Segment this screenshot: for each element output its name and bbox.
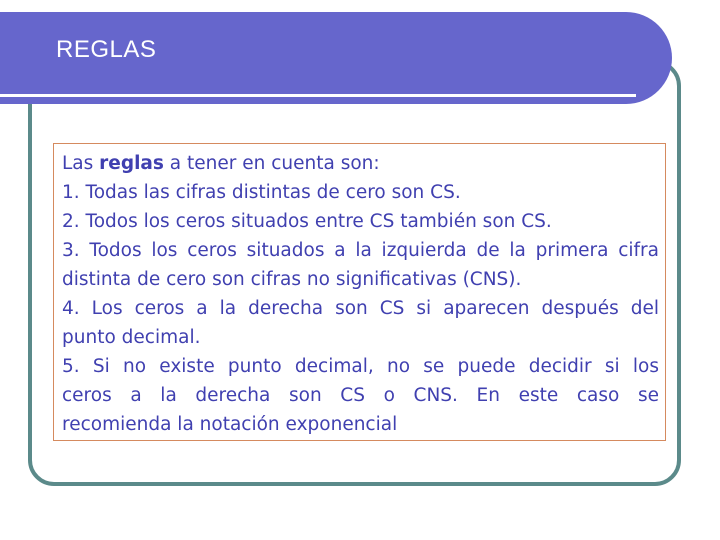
rule-5-line-1: 5. Si no existe punto decimal, no se puede decidir si los (62, 356, 659, 377)
slide-title: REGLAS (56, 36, 157, 63)
rules-box (53, 143, 666, 441)
rule-5-line-3: recomienda la notación exponencial (62, 414, 398, 435)
intro-keyword: reglas (99, 153, 164, 174)
intro-text-after: a tener en cuenta son: (163, 153, 380, 174)
rule-5-line-2: ceros a la derecha son CS o CNS. En este caso se (62, 385, 659, 406)
rule-3-line-1: 3. Todos los ceros situados a la izquierda de la primera cifra (62, 240, 659, 261)
rules-intro (62, 149, 659, 178)
banner-divider (0, 94, 636, 97)
intro-text-before: Las (62, 153, 100, 174)
rule-1: 1. Todas las cifras distintas de cero son CS. (62, 182, 461, 203)
rule-4-line-1: 4. Los ceros a la derecha son CS si aparecen después del (62, 298, 659, 319)
rule-2: 2. Todos los ceros situados entre CS también son CS. (62, 211, 552, 232)
rule-3-line-2: distinta de cero son cifras no significativas (CNS). (62, 269, 522, 290)
rule-4-line-2: punto decimal. (62, 327, 201, 348)
